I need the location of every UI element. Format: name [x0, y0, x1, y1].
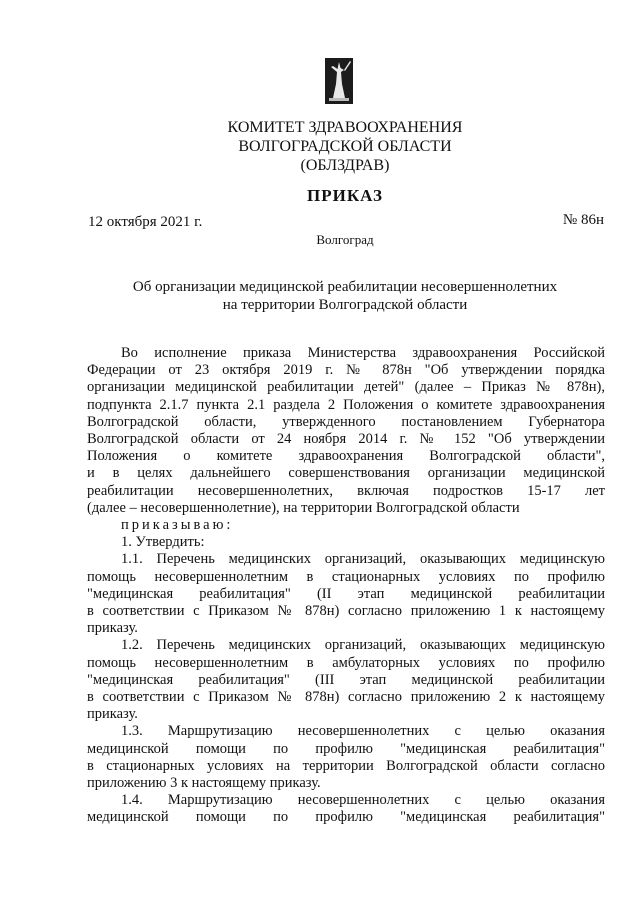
document-date: 12 октября 2021 г. — [88, 214, 203, 230]
body-line: Во исполнение приказа Министерства здравоохранения Российской — [121, 345, 605, 361]
body-line: помощь несовершеннолетним в стационарных условиях по профилю — [87, 568, 605, 585]
body-line: помощь несовершеннолетним в амбулаторных условиях по профилю — [87, 654, 605, 671]
body-line: организации медицинской реабилитации детей" (далее – Приказ № 878н), — [87, 379, 605, 396]
body-line: 1.1. Перечень медицинских организаций, оказывающих медицинскую — [121, 551, 605, 568]
document-city: Волгоград — [316, 232, 374, 247]
body-line: в соответствии с Приказом № 878н) согласно приложению 1 к настоящему — [87, 603, 605, 620]
body-line: Положения о комитете здравоохранения Волгоградской области", — [87, 448, 605, 465]
committee-name-line1: КОМИТЕТ ЗДРАВООХРАНЕНИЯ — [227, 119, 463, 136]
body-line: реабилитации несовершеннолетних, включая подростков 15-17 лет — [87, 482, 605, 499]
body-line: "медицинская реабилитация" (III этап медицинской реабилитации — [87, 671, 605, 688]
body-line: подпункта 2.1.7 пункта 2.1 раздела 2 Положения о комитете здравоохранения — [87, 396, 605, 413]
body-line: в стационарных условиях на территории Волгоградской области согласно — [87, 757, 605, 774]
document-body — [87, 345, 605, 827]
committee-abbreviation: (ОБЛЗДРАВ) — [300, 157, 390, 174]
body-line: 1.2. Перечень медицинских организаций, оказывающих медицинскую — [121, 637, 605, 654]
body-line: 1.3. Маршрутизацию несовершеннолетних с целью оказания — [121, 723, 605, 740]
subject-line2: на территории Волгоградской области — [222, 297, 468, 313]
document-type-title: ПРИКАЗ — [307, 186, 383, 205]
body-line: (далее – несовершеннолетние), на территории Волгоградской области — [87, 499, 520, 516]
body-line: Волгоградской области от 24 ноября 2014 г. № 152 "Об утверждении — [87, 431, 605, 448]
body-line: "медицинская реабилитация" (II этап медицинской реабилитации — [87, 585, 605, 602]
subject-line1: Об организации медицинской реабилитации несовершеннолетних — [132, 279, 558, 295]
body-line: приказываю: — [121, 517, 234, 534]
body-line: приказу. — [87, 620, 138, 637]
body-line: 1.4. Маршрутизацию несовершеннолетних с целью оказания — [121, 792, 605, 809]
body-line: приказу. — [87, 706, 138, 723]
document-subject — [0, 278, 640, 314]
document-number: № 86н — [562, 212, 604, 228]
body-line: медицинской помощи по профилю "медицинская реабилитация" — [87, 740, 605, 757]
body-line: медицинской помощи по профилю "медицинская реабилитация" — [87, 809, 605, 826]
body-line: 1. Утвердить: — [121, 534, 205, 551]
body-line: и в целях дальнейшего совершенствования организации медицинской — [87, 465, 605, 482]
body-line: Федерации от 23 октября 2019 г. № 878н "Об утверждении порядка — [87, 362, 605, 379]
body-line: приложению 3 к настоящему приказу. — [87, 775, 321, 792]
body-line: в соответствии с Приказом № 878н) согласно приложению 2 к настоящему — [87, 689, 605, 706]
committee-name-line2: ВОЛГОГРАДСКОЙ ОБЛАСТИ — [238, 138, 452, 155]
volgograd-emblem-icon — [325, 58, 353, 104]
body-line: Волгоградской области, утвержденного постановлением Губернатора — [87, 413, 605, 430]
